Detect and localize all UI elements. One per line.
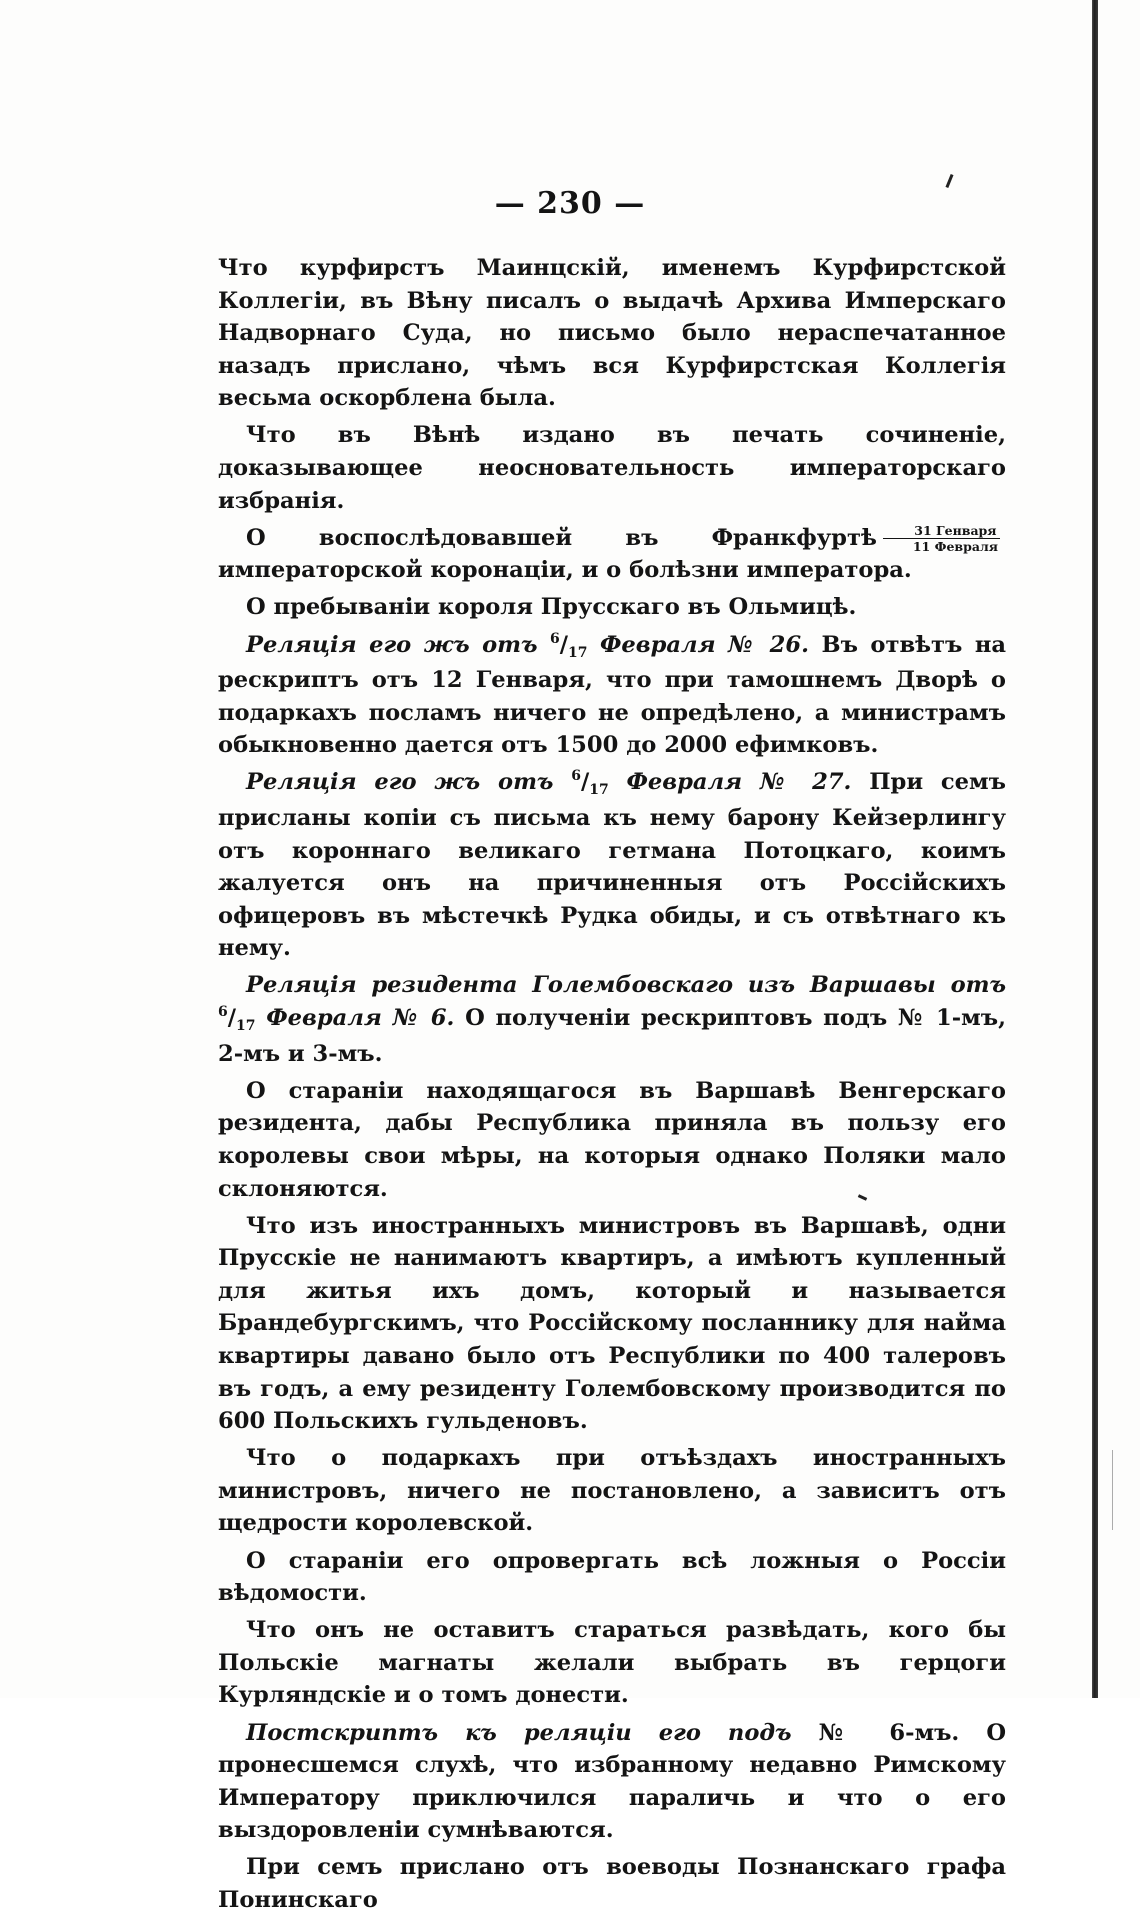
page-body [218,252,1006,1921]
paragraph [218,1210,1006,1438]
relation-month-number: Февраля № 26. [599,631,809,658]
paragraph [218,1442,1006,1540]
paragraph-text: Что въ Вѣнѣ издано въ печать сочиненіе, доказывающее неосновательность императорскаго избранія. [218,422,1006,514]
date-day: 6 [571,768,581,785]
date-day-new: 17 [236,1018,256,1035]
paragraph [218,591,1006,624]
date-day: 6 [549,630,560,647]
paragraph-text: О стараніи его опровергать всѣ ложныя о Россіи вѣдомости. [218,1547,1006,1607]
paragraph [218,1075,1006,1205]
date-day-new: 17 [568,644,588,661]
paragraph-text: О пребываніи короля Прусскаго въ Ольмицѣ. [246,594,857,621]
date-fraction [883,523,1000,554]
paragraph-text: О воспослѣдовавшей въ Франкфуртѣ [246,524,877,551]
paragraph-text: Что онъ не оставитъ стараться развѣдать, кого бы Польскіе магнаты желали выбрать въ герцоги Курляндскіе и о томъ донести. [218,1617,1006,1709]
paragraph-text: Что изъ иностранныхъ министровъ въ Варшавѣ, одни Прусскіе не нанимаютъ квартиръ, а имѣютъ купленный для житья ихъ домъ, который и называется Брандебургскимъ, что Россійскому посланнику для найма квартиры давано было отъ Республики по 400 талеровъ въ годъ, а ему резиденту Голембовскому производится по 600 Польскихъ гульденовъ. [218,1212,1006,1435]
relation-heading: Реляція его жъ отъ [246,769,554,796]
paragraph [218,419,1006,517]
binding-edge [1092,0,1098,1698]
date-old-style: 31 Генваря [883,523,1000,539]
binding-edge-thin [1112,1450,1113,1530]
paragraph-text: О пронесшемся слухѣ, что избранному недавно Римскому Императору приключился параличь и что о его выздоровленіи сумнѣваются. [218,1719,1006,1844]
paragraph-text: Что курфирстъ Маинцскій, именемъ Курфирстской Коллегіи, въ Вѣну писалъ о выдачѣ Архива Имперскаго Надворнаго Суда, но письмо было нераспечатанное назадъ прислано, чѣмъ вся Курфирстская Коллегія весьма оскорблена была. [218,255,1006,412]
paragraph-text: Въ отвѣтъ на рескриптъ отъ 12 Генваря, что при тамошнемъ Дворѣ о подаркахъ посламъ ничего не опредѣлено, а министрамъ обыкновенно дается отъ 1500 до 2000 ефимковъ. [218,631,1007,759]
paragraph [218,1545,1006,1610]
postscript-heading: Постскриптъ къ реляціи его подъ [246,1719,792,1746]
date-day-new: 17 [589,782,609,799]
paragraph-text: При семъ прислано отъ воеводы Познанскаго графа Понинскаго [218,1854,1006,1913]
relation-month: Февраля [626,769,743,796]
date-day: 6 [218,1004,228,1021]
paragraph [218,522,1006,587]
paragraph-text: При семъ присланы копіи съ письма къ нему барону Кейзерлингу отъ короннаго великаго гетмана Потоцкаго, коимъ жалуется онъ на причиненныя отъ Россійскихъ офицеровъ въ мѣстечкѣ Рудка обиды, и съ отвѣтнаго къ нему. [218,769,1006,962]
relation-number: № 6-мъ. [818,1719,960,1746]
relation-heading: Реляція его жъ отъ [246,631,538,658]
relation-heading: Реляція резидента Голембовскаго изъ Варшавы отъ [246,972,1006,999]
paragraph-text: Что о подаркахъ при отъѣздахъ иностранныхъ министровъ, ничего не постановлено, а зависитъ отъ щедрости королевской. [218,1445,1006,1537]
paragraph: Реляція резидента Голембовскаго изъ Варшавы отъ $^6/_{17}$ Февраля № 6. О полученіи рескриптовъ подъ № 1-мъ, 2-мъ и 3-мъ. [218,972,1006,1067]
paragraph: Реляція его жъ отъ $^6/_{17}$ Февраля № 27. При семъ присланы копіи съ письма къ нему барону Кейзерлингу отъ короннаго великаго гетмана Потоцкаго, коимъ жалуется онъ на причиненныя отъ Россійскихъ офицеровъ въ мѣстечкѣ Рудка обиды, и съ отвѣтнаго къ нему. [218,768,1006,962]
paragraph [218,1717,1006,1847]
relation-number: № 27. [759,769,852,796]
paragraph-text: императорской коронаціи, и о болѣзни императора. [218,557,912,584]
relation-month: Февраля [266,1005,382,1032]
paragraph-text: О полученіи рескриптовъ подъ № 1-мъ, 2-мъ и 3-мъ. [218,1005,1006,1067]
page-number: — 230 — [494,186,646,221]
paragraph [218,1614,1006,1712]
paragraph: Реляція его жъ отъ $^6/_{17}$ Февраля № 26. Въ отвѣтъ на рескриптъ отъ 12 Генваря, что при тамошнемъ Дворѣ о подаркахъ посламъ ничего не опредѣлено, а министрамъ обыкновенно дается отъ 1500 до 2000 ефимковъ. [218,630,1007,759]
date-new-style: 11 Февраля [912,539,998,555]
paragraph [218,1851,1006,1916]
paragraph-text: О стараніи находящагося въ Варшавѣ Венгерскаго резидента, дабы Республика приняла въ пользу его королевы свои мѣры, на которыя однако Поляки мало склоняются. [218,1077,1006,1202]
paragraph [218,252,1006,415]
relation-number: № 6. [392,1005,455,1032]
